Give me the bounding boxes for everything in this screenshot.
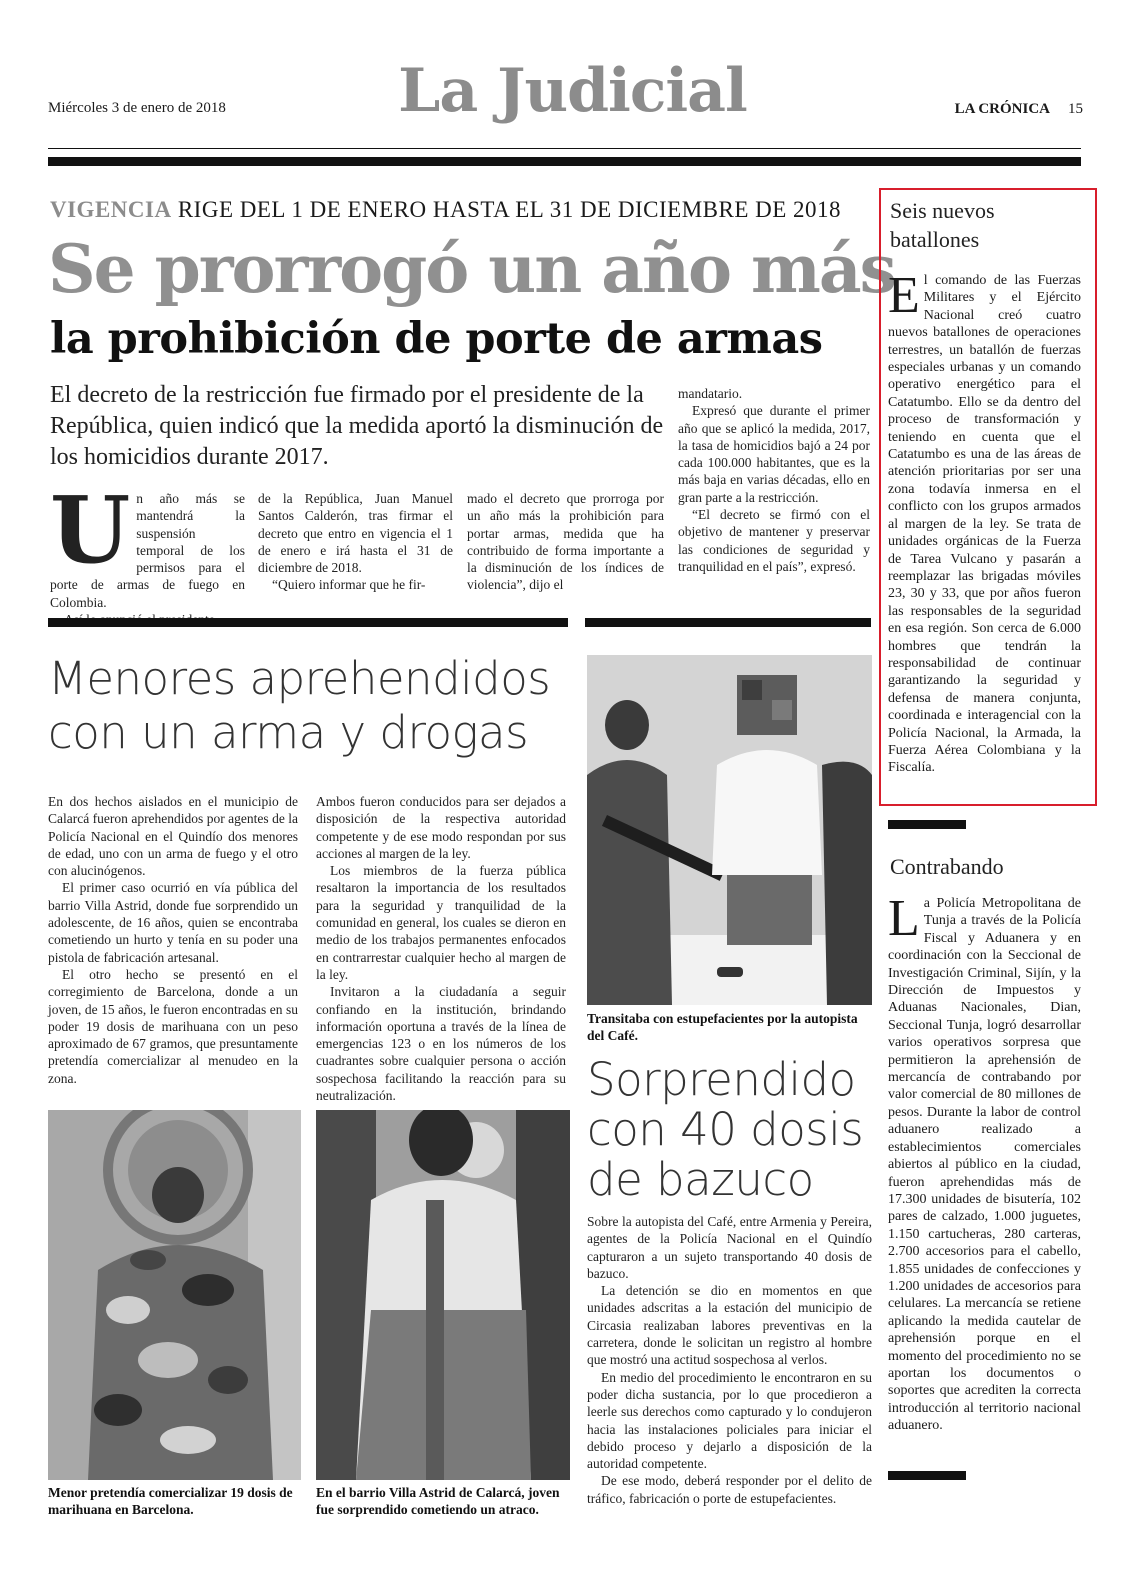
page-number: 15 xyxy=(1068,101,1083,117)
lead-dropcap: U xyxy=(50,476,131,584)
lead-col2-p1: de la República, Juan Manuel Santos Calderón, tras firmar el decreto que entro en vigencia el 1 de enero e irá hasta el 31 de diciembre de 2018. xyxy=(258,491,453,576)
contrabando-body xyxy=(888,890,1081,1435)
lead-col4-p3: “El decreto se firmó con el objetivo de mantener y preservar las condiciones de seguridad y tranquilidad en el país”, expresó. xyxy=(678,507,870,574)
photo-detainee-soldiers xyxy=(587,655,872,1005)
lead-col2-p2: “Quiero informar que he fir- xyxy=(272,577,426,593)
batallones-text: l comando de las Fuerzas Militares y el Ejército Nacional creó cuatro nuevos batallones de operaciones terrestres, un batallón de fuerzas especiales urbanas y un comando operativo energético para el Catatumbo. Ello se da dentro del proceso de transformación y teniendo en cuenta que el Catatumbo es una de las áreas de atención prioritarias por ser una zona todavía inmersa en el conflicto con los grupos armados al margen de la ley. Se trata de unidades orgánicas de la Fuerza de Tarea Vulcano y pasarán a reemplazar las brigadas móviles 23, 30 y 33, que por años fueron las responsables de la seguridad en esa región. Son cerca de 6.000 hombres que tendrán la responsabilidad de continuar garantizando la seguridad y defensa de manera conjunta, coordinada e interagencial con la Policía Nacional, la Armada, la Fuerza Aérea Colombiana y la Fiscalía. xyxy=(888,273,1081,776)
batallones-dropcap: E xyxy=(888,267,920,324)
menores-headline-line1: Menores aprehendidos xyxy=(48,652,551,705)
bazuco-headline-line2: con 40 dosis xyxy=(587,1103,864,1156)
lead-col1-p1: n año más se mantendrá la suspensión temporal de los permisos para el porte de armas de fuego en Colombia. xyxy=(50,491,245,610)
batallones-title: Seis nuevos batallones xyxy=(890,198,995,252)
lead-column-2 xyxy=(258,490,453,594)
photo-detainee-illustration xyxy=(587,655,872,1005)
menores-col2-p1: Ambos fueron conducidos para ser dejados a disposición de la respectiva autoridad competente y de ese modo respondan por sus acciones al margen de la ley. xyxy=(316,794,566,861)
menores-headline-line2: con un arma y drogas xyxy=(48,706,529,759)
bazuco-headline-line1: Sorprendido xyxy=(587,1053,856,1106)
lead-col4-p2: Expresó que durante el primer año que se aplicó la medida, 2017, la tasa de homicidios bajó a 24 por cada 100.000 habitantes, que es la más baja en varias décadas, ello en gran parte a la restricción. xyxy=(678,403,870,505)
lead-col3-p1: mado el decreto que prorroga por un año más la prohibición para portar armas, medida que ha contribuido de forma importante a la disminución de los índices de violencia”, dijo el xyxy=(467,491,664,593)
bazuco-headline xyxy=(587,1055,863,1205)
bazuco-body xyxy=(587,1213,872,1507)
photo-camo-illustration xyxy=(48,1110,301,1480)
photo-camo-minor xyxy=(48,1110,301,1480)
photo-hooded-illustration xyxy=(316,1110,570,1480)
lead-headline-main: Se prorrogó un año más xyxy=(48,230,895,308)
caption-detainee: Transitaba con estupefacientes por la autopista del Café. xyxy=(587,1011,858,1043)
bazuco-top-rule xyxy=(585,618,871,627)
section-title: La Judicial xyxy=(398,56,747,126)
kicker-text: RIGE DEL 1 DE ENERO HASTA EL 31 DE DICIEMBRE DE 2018 xyxy=(177,197,842,222)
menores-col1-p1: En dos hechos aislados en el municipio de Calarcá fueron aprehendidos por agentes de la Policía Nacional en el Quindío dos menores de edad, uno con un arma de fuego y el otro con alucinógenos. xyxy=(48,794,298,879)
lead-headline-secondary: la prohibición de porte de armas xyxy=(50,314,823,364)
menores-headline xyxy=(48,652,550,760)
contrabando-title: Contrabando xyxy=(890,854,1004,879)
bazuco-p1: Sobre la autopista del Café, entre Armenia y Pereira, agentes de la Policía Nacional en el Quindío capturaron a un sujeto transportando 40 dosis de bazuco. xyxy=(587,1214,872,1281)
lead-column-1 xyxy=(50,476,245,628)
bazuco-p4: De ese modo, deberá responder por el delito de tráfico, fabricación o porte de estupefacientes. xyxy=(587,1473,872,1506)
menores-col2-p3: Invitaron a la ciudadanía a seguir confiando en la institución, brindando información oportuna a través de la línea de emergencias 123 o en los números de los cuadrantes sobre cualquier persona o acción sospechosa facilitando la reacción para su neutralización. xyxy=(316,984,566,1104)
issue-date: Miércoles 3 de enero de 2018 xyxy=(48,100,226,116)
caption-camo-minor: Menor pretendía comercializar 19 dosis de marihuana en Barcelona. xyxy=(48,1485,293,1517)
lead-col4-p1: mandatario. xyxy=(678,386,743,401)
lead-deck: El decreto de la restricción fue firmado por el presidente de la República, quien indicó que la medida aportó la disminución de los homicidios durante 2017. xyxy=(50,382,664,470)
masthead-thick-rule xyxy=(48,157,1081,166)
contrabando-dropcap: L xyxy=(888,890,920,947)
caption-hooded-youth: En el barrio Villa Astrid de Calarcá, joven fue sorprendido cometiendo un atraco. xyxy=(316,1485,560,1517)
bazuco-p2: La detención se dio en momentos en que unidades adscritas a la estación del municipio de Circasia realizaban labores preventivas en la carretera, donde le solicitan un registro al hombre que mostró una actitud sospechosa al verlos. xyxy=(587,1283,872,1368)
menores-column-2 xyxy=(316,793,566,1104)
contrabando-top-rule xyxy=(888,820,966,829)
menores-col2-p2: Los miembros de la fuerza pública resaltaron la importancia de los resultados para la seguridad y tranquilidad de la comunidad en general, los cuales se dieron en medio de los trabajos permanentes enfocados en contrarrestar cualquier hecho al margen de la ley. xyxy=(316,863,566,982)
bazuco-headline-line3: de bazuco xyxy=(587,1153,814,1206)
batallones-body xyxy=(888,267,1081,777)
photo-hooded-youth xyxy=(316,1110,570,1480)
newspaper-name: LA CRÓNICA xyxy=(954,101,1050,117)
lead-column-3 xyxy=(467,490,664,594)
masthead-thin-rule xyxy=(48,148,1081,149)
menores-top-rule xyxy=(48,618,568,627)
menores-column-1 xyxy=(48,793,298,1087)
lead-kicker xyxy=(50,197,841,223)
menores-col1-p3: El otro hecho se presentó en el corregimiento de Barcelona, donde a un joven, de 15 años, le fueron encontradas en su poder 19 dosis de marihuana con un peso aproximado de 67 gramos, que presuntamente pretendía comercializar al menudeo en la zona. xyxy=(48,966,298,1086)
contrabando-bottom-rule xyxy=(888,1471,966,1480)
bazuco-p3: En medio del procedimiento le encontraron en su poder dicha sustancia, por lo que procedieron a leerle sus derechos como capturado y lo condujeron hacia las instalaciones policiales para iniciar el debido proceso y dejarlo a disposición de la autoridad competente. xyxy=(587,1369,872,1472)
menores-col1-p2: El primer caso ocurrió en vía pública del barrio Villa Astrid, donde fue sorprendido un adolescente, de 16 años, quien se encontraba cometiendo un hurto y tenía en su poder una pistola de fabricación artesanal. xyxy=(48,880,298,965)
kicker-label: VIGENCIA xyxy=(50,197,172,222)
lead-column-4 xyxy=(678,385,870,575)
contrabando-text: a Policía Metropolitana de Tunja a través de la Policía Fiscal y Aduanera y en coordinación con la Seccional de Investigación Criminal, Sijín, y la Dirección de Impuestos y Aduanas Nacionales, Dian, Seccional Tunja, logró desarrollar varios operativos sorpresa que permitieron la aprehensión de mercancía de contrabando por valor comercial de 80 millones de pesos. Durante la labor de control aduanero realizado a establecimientos comerciales abiertos al público en la ciudad, fueron aprehendidas más de 17.300 unidades de bisutería, 102 pares de calzado, 1.000 juguetes, 1.150 cartucheras, 280 carteras, 2.700 accesorios para el cabello, 1.855 unidades de confecciones y 1.200 unidades de accesorios para celulares. La mercancía se retiene aplicando la medida cautelar de aprehensión porque en el momento del procedimiento no se aportan los documentos o soportes que acrediten la correcta introducción al territorio nacional aduanero. xyxy=(888,896,1081,1434)
